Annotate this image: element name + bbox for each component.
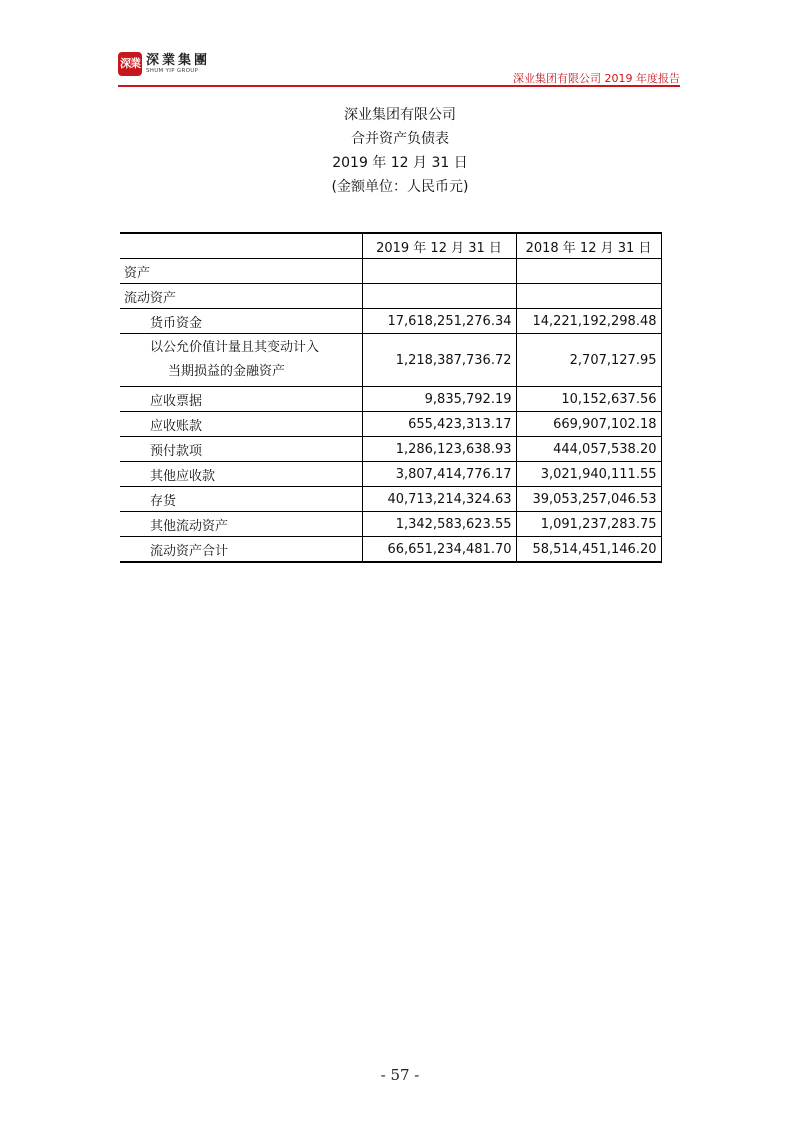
- row-label: 流动资产: [120, 284, 362, 309]
- currency-unit: (金额单位：人民币元): [331, 179, 469, 195]
- statement-date: 2019 年 12 月 31 日: [332, 155, 468, 171]
- company-logo: [118, 52, 210, 76]
- logo-english-name: SHUM YIP GROUP: [146, 67, 199, 74]
- table-row: [120, 437, 661, 462]
- value-2018: 669,907,102.18: [516, 412, 661, 437]
- row-label: 资产: [120, 259, 362, 284]
- column-header-2018: 2018 年 12 月 31 日: [516, 233, 661, 259]
- value-2018: 58,514,451,146.20: [516, 537, 661, 563]
- company-name: 深业集团有限公司: [344, 107, 456, 123]
- row-label: 货币资金: [120, 309, 362, 334]
- table-row-total: [120, 537, 661, 563]
- table-row: [120, 387, 661, 412]
- logo-seal-icon: 深業: [118, 52, 142, 76]
- row-label: 其他流动资产: [120, 512, 362, 537]
- value-2019: 1,218,387,736.72: [362, 334, 516, 387]
- row-label: 其他应收款: [120, 462, 362, 487]
- value-2018: 10,152,637.56: [516, 387, 661, 412]
- value-2019: 66,651,234,481.70: [362, 537, 516, 563]
- value-2019: 655,423,313.17: [362, 412, 516, 437]
- statement-title-block: [0, 103, 800, 199]
- row-label: 应收票据: [120, 387, 362, 412]
- value-2018: [516, 259, 661, 284]
- row-label: 预付款项: [120, 437, 362, 462]
- page-header: [118, 52, 680, 86]
- table-row: [120, 512, 661, 537]
- column-header-label: [120, 233, 362, 259]
- value-2019: 40,713,214,324.63: [362, 487, 516, 512]
- value-2018: 39,053,257,046.53: [516, 487, 661, 512]
- header-divider: [118, 85, 680, 87]
- value-2019: 17,618,251,276.34: [362, 309, 516, 334]
- value-2018: 444,057,538.20: [516, 437, 661, 462]
- value-2019: 3,807,414,776.17: [362, 462, 516, 487]
- row-label: 应收账款: [120, 412, 362, 437]
- value-2018: 14,221,192,298.48: [516, 309, 661, 334]
- value-2019: 1,286,123,638.93: [362, 437, 516, 462]
- report-title: 深业集团有限公司 2019 年度报告: [513, 72, 680, 85]
- value-2019: [362, 284, 516, 309]
- table-row: [120, 334, 661, 387]
- table-row: [120, 309, 661, 334]
- row-label: 存货: [120, 487, 362, 512]
- value-2019: 9,835,792.19: [362, 387, 516, 412]
- balance-sheet-table: [120, 232, 662, 563]
- table-row: [120, 259, 661, 284]
- page-number: - 57 -: [380, 1066, 420, 1084]
- table-header-row: [120, 233, 661, 259]
- table-row: [120, 462, 661, 487]
- table-row: [120, 284, 661, 309]
- row-label-line-2: 当期损益的金融资产: [168, 364, 286, 379]
- row-label: [120, 334, 362, 387]
- value-2019: 1,342,583,623.55: [362, 512, 516, 537]
- logo-chinese-name: 深業集團: [146, 52, 211, 68]
- row-label-line-1: 以公允价值计量且其变动计入: [150, 340, 320, 355]
- table-row: [120, 412, 661, 437]
- value-2018: 2,707,127.95: [516, 334, 661, 387]
- row-label: 流动资产合计: [120, 537, 362, 563]
- table-row: [120, 487, 661, 512]
- column-header-2019: 2019 年 12 月 31 日: [362, 233, 516, 259]
- value-2018: 1,091,237,283.75: [516, 512, 661, 537]
- value-2018: [516, 284, 661, 309]
- statement-name: 合并资产负债表: [351, 131, 449, 147]
- value-2018: 3,021,940,111.55: [516, 462, 661, 487]
- value-2019: [362, 259, 516, 284]
